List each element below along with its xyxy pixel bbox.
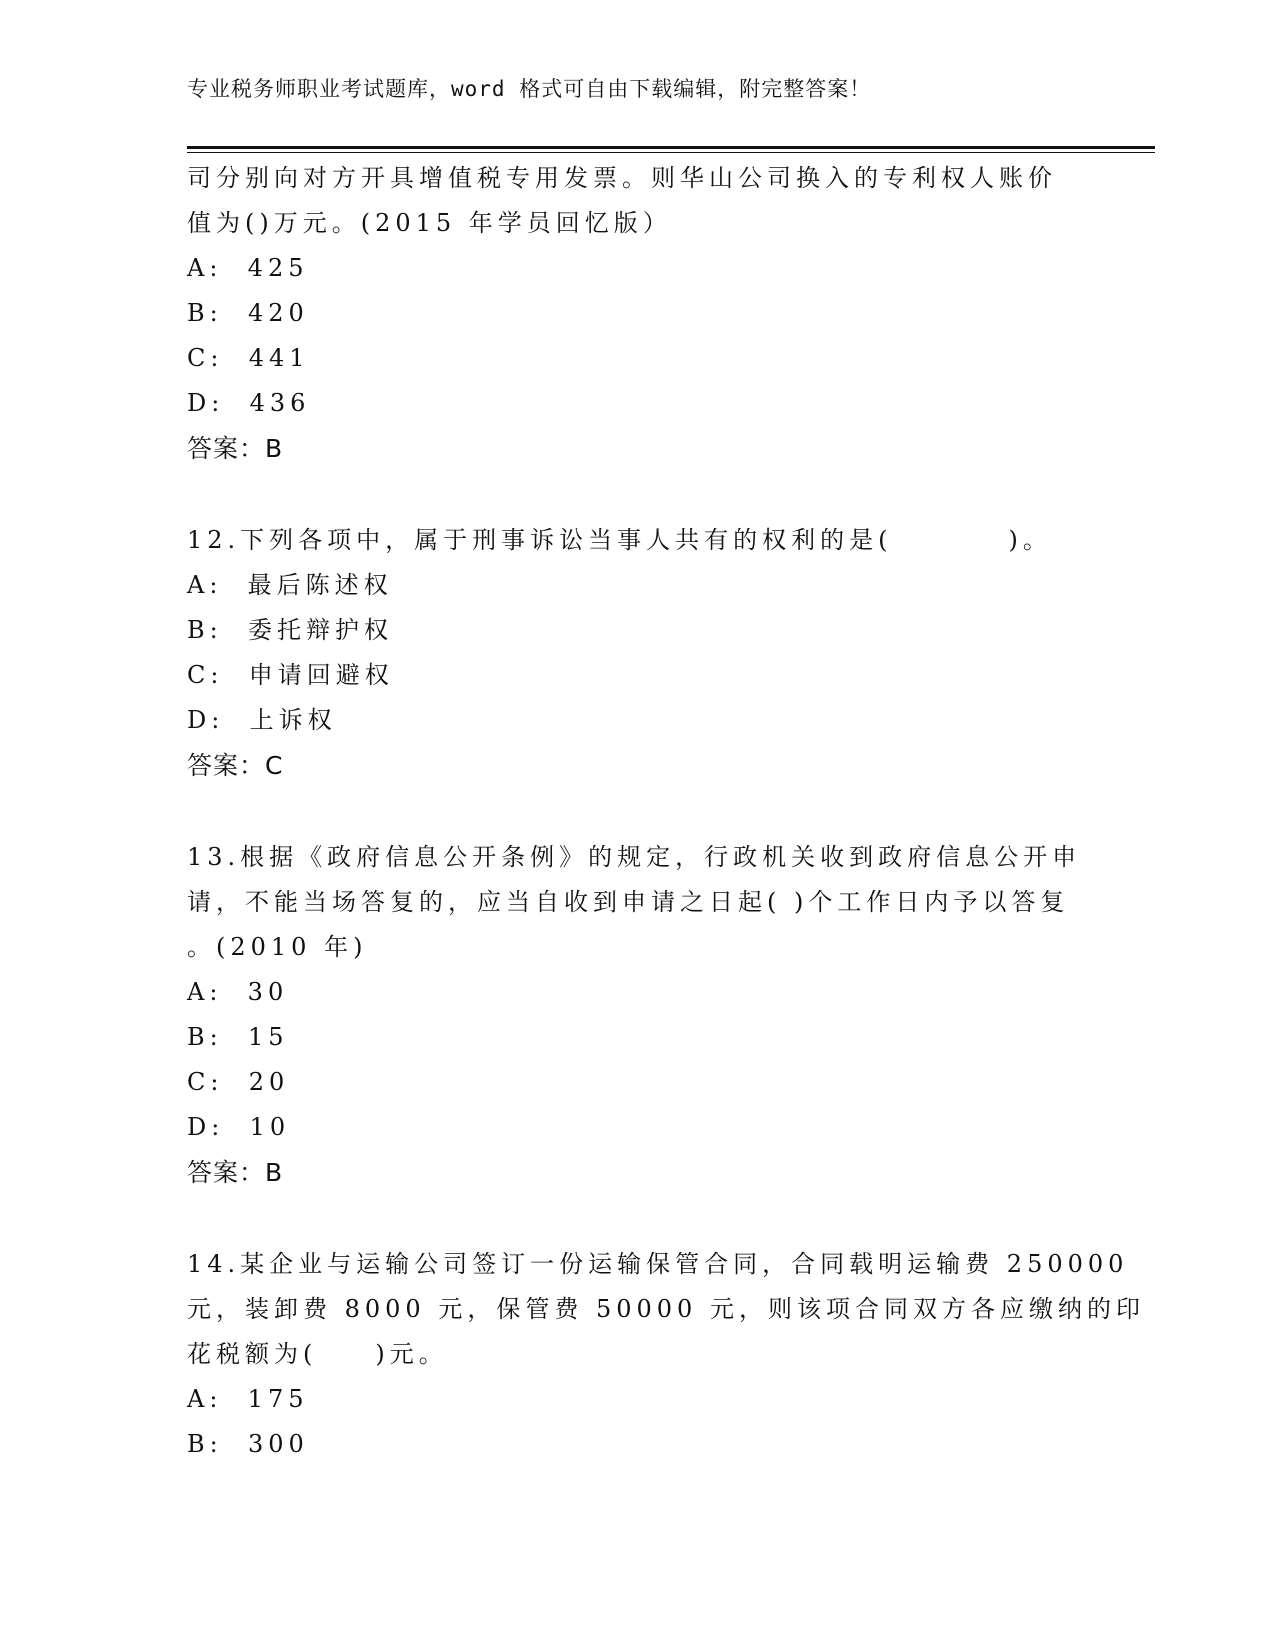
- answer: 答案：B: [187, 434, 284, 463]
- question-stem-line: 花税额为( )元。: [187, 1340, 448, 1368]
- option-b: B: 15: [187, 1023, 289, 1051]
- question-stem-line: 12.下列各项中，属于刑事诉讼当事人共有的权利的是( )。: [187, 526, 1052, 554]
- question-11: [187, 156, 1087, 471]
- option-d: D: 10: [187, 1113, 291, 1141]
- option-d: D: 上诉权: [187, 706, 337, 734]
- answer: 答案：C: [187, 751, 284, 780]
- option-a: A: 30: [187, 978, 289, 1006]
- question-stem-line: 值为()万元。(2015 年学员回忆版）: [187, 209, 672, 237]
- option-b: B: 420: [187, 299, 309, 327]
- header-rule-thin: [187, 152, 1155, 153]
- option-c: C: 申请回避权: [187, 661, 394, 689]
- option-b: B: 300: [187, 1430, 309, 1458]
- option-a: A: 425: [187, 254, 309, 282]
- header-rule-thick: [187, 146, 1155, 149]
- answer: 答案：B: [187, 1158, 284, 1187]
- question-stem-line: 请，不能当场答复的，应当自收到申请之日起( )个工作日内予以答复: [187, 888, 1070, 916]
- question-stem-line: 。(2010 年): [187, 933, 368, 961]
- question-13: [187, 835, 1087, 1195]
- question-14: [187, 1242, 1145, 1467]
- option-c: C: 20: [187, 1068, 290, 1096]
- option-d: D: 436: [187, 389, 311, 417]
- page-header: 专业税务师职业考试题库，word 格式可自由下载编辑，附完整答案！: [187, 77, 872, 101]
- option-a: A: 最后陈述权: [187, 571, 393, 599]
- question-12: [187, 518, 1087, 788]
- question-stem-line: 13.根据《政府信息公开条例》的规定，行政机关收到政府信息公开申: [187, 843, 1082, 871]
- question-stem-line: 司分别向对方开具增值税专用发票。则华山公司换入的专利权人账价: [187, 164, 1057, 192]
- question-stem-line: 元，装卸费 8000 元，保管费 50000 元，则该项合同双方各应缴纳的印: [187, 1295, 1145, 1323]
- document-body: [187, 156, 1145, 1467]
- option-a: A: 175: [187, 1385, 309, 1413]
- question-stem-line: 14.某企业与运输公司签订一份运输保管合同，合同载明运输费 250000: [187, 1250, 1129, 1278]
- option-b: B: 委托辩护权: [187, 616, 393, 644]
- option-c: C: 441: [187, 344, 310, 372]
